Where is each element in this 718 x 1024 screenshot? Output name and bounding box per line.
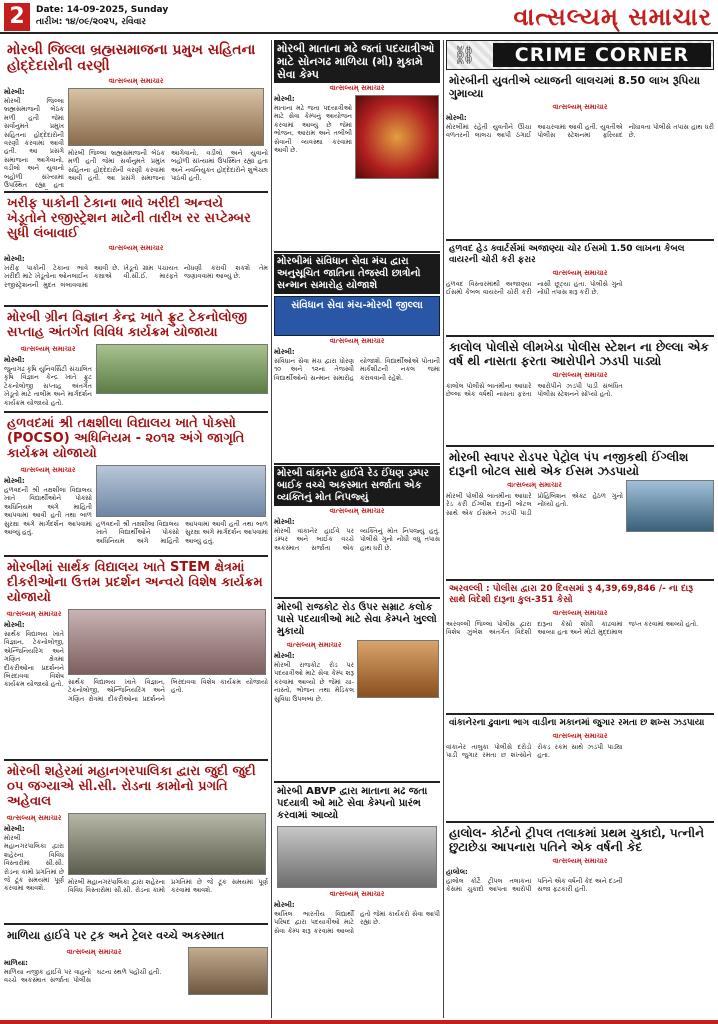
- story-dateline: હાલોલ:: [446, 868, 468, 876]
- story-dateline: મોરબી:: [4, 255, 25, 263]
- story-dateline: મોરબી:: [4, 88, 25, 96]
- story-headline: ખરીફ પાકોની ટેકાના ભાવે ખરીદી અન્વયે ખેડૂતોને રજીસ્ટ્રેશન માટેની તારીખ રર સપ્ટેમ્બર સુધી લંબાવાઈ: [7, 196, 251, 241]
- story-byline: વાત્સલ્યમ્ સમાચાર: [329, 84, 385, 92]
- story-body: ખરીફ પાકોની ટેકાના ભાવે ખરીદી માટે ખેડૂતોના ઓનલાઈન રજીસ્ટ્રેશનની મુદત લંબાવવામાં આવી છે. ખેડૂતો ગ્રામ પંચાયત કક્ષાએ વી.સી.ઈ. મારફતે નોંધણી કરાવી શકશે તેમ જણાવવામાં આવ્યું છે.: [4, 264, 268, 289]
- page-number: 2: [4, 3, 30, 31]
- crime-corner-banner: [446, 40, 714, 70]
- story-byline: વાત્સલ્યમ્ સમાચાર: [20, 345, 76, 353]
- story-fruit-technology: [4, 308, 268, 410]
- story-dateline: માળિયા:: [4, 959, 28, 967]
- divider: [274, 463, 440, 465]
- story-body: મોરબીમાં રહેતી યુવતીને ઊંચા વળતરની લાલચ આપી ઠગાઈ આચરવામાં આવી હતી. યુવતીએ પોલીસ સ્ટેશનમાં ફરિયાદ નોંધાવતા પોલીસે તપાસ હાથ ધરી છે.: [446, 123, 714, 140]
- event-banner: સંવિધાન સેવા મંચ-મોરબી જીલ્લા: [274, 296, 440, 336]
- story-headline: મોરબી જિલ્લા બ્રહ્મસમાજના પ્રમુખ સહિતના હોદ્દેદારોની વરણી: [7, 42, 256, 74]
- story-brahmsamaj: [4, 40, 268, 190]
- story-headline: હળવદમાં શ્રી તક્ષશીલા વિદ્યાલય ખાતે પોક્સો (POCSO) અધિનિયમ - ૨૦૧૨ અંગે જાગૃતિ કાર્યક્રમ યોજાયો: [7, 416, 245, 461]
- story-headline: મોરબી વાંકાનેર હાઈવે રેડ ઈંધણ ડમ્પર બાઈક વચ્ચે અકસ્માત સર્જાતા એક વ્યક્તિનું મોત નિપજ્યું: [274, 466, 440, 506]
- footer-rule: [0, 1020, 718, 1024]
- story-headline: મોરબીમાં સાર્થક વિદ્યાલય ખાતે STEM ક્ષેત્રમાં દીકરીઓના ઉત્તમ પ્રદર્શન અન્વયે વિશેષ કાર્યક્રમ યોજાયો: [7, 560, 263, 605]
- story-wankaner-accident: [274, 466, 440, 596]
- story-photo: [626, 480, 714, 532]
- story-headline: અરવલ્લી : પોલીસ દ્વારા 20 દિવસમાં રૂ 4,39,69,846 /- ના દારૂ સાથે વિદેશી દારૂના કુલ-351 કેસો: [449, 584, 694, 605]
- story-stem-girls: [4, 558, 268, 758]
- story-body: મોરબી મહાનગરપાલિકા દ્વારા શહેરના વિવિધ વિસ્તારોમાં સી.સી. રોડના કામો પ્રગતિમાં છે જે ટૂંક સમયમાં પૂર્ણ કરવામાં આવશે.: [4, 834, 64, 893]
- story-padyatri-songadh: [274, 40, 440, 250]
- divider: [446, 239, 714, 241]
- story-body: હળવદ વિસ્તારમાંથી અજાણ્યા ઈસમો કેબલ વાયરની ચોરી કરી નાસી છૂટ્યા હતા. પોલીસે ગુનો નોંધી તપાસ શરૂ કરી છે.: [446, 280, 623, 297]
- story-cc-road: [4, 762, 268, 922]
- story-headline: મોરબી માતાના મઢે જતાં પદયાત્રીઓ માટે સોનગઢ માળિયા (મી) મુકામે સેવા કેમ્પ: [274, 40, 440, 83]
- story-maliya-accident: [4, 926, 268, 1018]
- story-headline: મોરબી શહેરમાં મહાનગરપાલિકા દ્વારા જુદી જુદી ૦૫ જગ્યાએ સી.સી. રોડના કામોનો પ્રગતિ અહેવાલ: [7, 764, 256, 809]
- story-byline: વાત્સલ્યમ્ સમાચાર: [108, 244, 164, 252]
- divider: [446, 335, 714, 337]
- story-dateline: મોરબી:: [4, 477, 25, 485]
- story-wankaner-gambling: [446, 716, 714, 820]
- divider: [4, 759, 268, 761]
- story-dateline: મોરબી:: [446, 114, 467, 122]
- story-body: અખિલ ભારતીય વિદ્યાર્થી પરિષદ દ્વારા પદયાત્રીઓ માટે સેવા કેમ્પ શરૂ કરવામાં આવ્યો હતો જેમાં કાર્યકરો સેવા આપી રહ્યા છે.: [274, 910, 440, 935]
- divider: [446, 579, 714, 581]
- story-byline: વાત્સલ્યમ્ સમાચાર: [507, 481, 562, 489]
- divider: [446, 445, 714, 447]
- story-dateline: મોરબી:: [274, 95, 295, 103]
- story-photo-deity: [355, 95, 439, 179]
- story-headline: હાલોલ- કોર્ટનો ટ્રીપલ તલાકમાં પ્રથમ ચુકાદો, પત્નીને છુટાછેડા આપનારા પતિને એક વર્ષની કેદ: [449, 826, 705, 854]
- story-abvp-camp: [274, 784, 440, 1018]
- story-byline: વાત્સલ્યમ્ સમાચાર: [552, 269, 608, 277]
- divider: [4, 555, 268, 557]
- story-samrat-clock-camp: [274, 600, 440, 780]
- story-body: અરવલ્લી જિલ્લા પોલીસ દ્વારા વિશેષ ઝુંબેશ અંતર્ગત વિદેશી દારૂના કેસો શોધી કાઢવામાં આવ્યા હતા અને મોટો મુદ્દામાલ જપ્ત કરવામાં આવ્યો હતો.: [446, 620, 699, 637]
- story-dateline: મોરબી:: [4, 356, 25, 364]
- story-body: સાર્થક વિદ્યાલય ખાતે વિજ્ઞાન, ટેકનોલોજી, એન્જિનિયરિંગ અને ગણિત ક્ષેત્રમાં દીકરીઓના પ્રદર્શનને બિરદાવવા વિશેષ કાર્યક્રમ યોજાયો હતો.: [4, 630, 64, 689]
- story-body: હળવદની શ્રી તક્ષશીલા વિદ્યાલય ખાતે વિદ્યાર્થીઓને પોક્સો અધિનિયમ અંગે માહિતી આપવામાં આવી હતી તથા બાળ સુરક્ષા અંગે માર્ગદર્શન આપવામાં આવ્યું હતું.: [4, 486, 92, 537]
- story-byline: વાત્સલ્યમ્ સમાચાર: [552, 857, 608, 865]
- story-headline: મોરબી સ્વાપર રોડપર પેટ્રોલ પંપ નજીકથી ઈંગ્લીશ દારૂની બોટલ સાથે એક ઈસમ ઝડપાયો: [449, 450, 689, 478]
- story-body: માતાના મઢે જતા પદયાત્રીઓ માટે સેવા કેમ્પનું આયોજન કરવામાં આવ્યું છે જેમાં ભોજન, આરામ અને તબીબી સેવાની વ્યવસ્થા કરવામાં આવી છે.: [274, 104, 352, 155]
- story-byline: વાત્સલ્યમ્ સમાચાર: [6, 610, 62, 618]
- date-line: [36, 4, 168, 28]
- story-headline: કાલોલ પોલીસે લીમખેડા પોલીસ સ્ટેશન ના છેલ્લા એક વર્ષ થી નાસતા ફરતા આરોપીને ઝડપી પાડ્યો: [449, 340, 709, 368]
- newspaper-brand: વાત્સલ્યમ્ સમાચાર: [513, 2, 712, 31]
- story-body: જુનાગઢ કૃષિ યુનિવર્સિટી સંચાલિત કૃષિ વિજ્ઞાન કેન્દ્ર ખાતે ફ્રુટ ટેકનોલોજી સપ્તાહ અંતર્ગત ખેડૂતો માટે તાલીમ અને માર્ગદર્શન કાર્યક્રમ યોજાયો હતો.: [4, 365, 92, 407]
- divider: [446, 821, 714, 823]
- story-byline: વાત્સલ્યમ્ સમાચાર: [552, 103, 608, 111]
- date-gujarati: તારીખ: ૧૪/૦૯/૨૦૨૫, રવિવાર: [36, 17, 147, 27]
- story-headline: મોરબી ABVP દ્વારા માતાના મઢ જતા પદયાત્રી ઓ માટે સેવા કેમ્પનો પ્રારંભ કરવામાં આવ્યો: [277, 786, 428, 821]
- story-photo: [96, 465, 266, 517]
- story-photo: [68, 609, 266, 675]
- divider: [274, 251, 440, 253]
- story-interest-fraud: [446, 72, 714, 238]
- story-headline: માળિયા હાઈવે પર ટ્રક અને ટ્રેલર વચ્ચે અકસ્માત: [7, 929, 225, 942]
- story-dateline: મોરબી:: [274, 518, 295, 526]
- column-divider: [443, 40, 444, 1018]
- story-body: સંવિધાન સેવા મંચ દ્વારા ધોરણ ૧૦ અને ૧૨ના તેજસ્વી વિદ્યાર્થીઓનો સન્માન સમારોહ યોજાશે. વિદ્યાર્થીઓએ પોતાની માર્કશીટની નકલ જમા કરાવવાની રહેશે.: [274, 357, 440, 382]
- story-photo: [277, 826, 437, 888]
- story-dateline: મોરબી:: [274, 348, 295, 356]
- divider: [4, 191, 268, 193]
- story-byline: વાત્સલ્યમ્ સમાચાર: [108, 77, 164, 85]
- story-headline: હળવદ હેડ ક્વાર્ટર્સમાં અજાણ્યા ચોર ઈસમો 1.50 લાખના કેબલ વાયરની ચોરી કરી ફરાર: [449, 244, 685, 265]
- story-kalol-absconder: [446, 338, 714, 444]
- story-photo: [357, 640, 439, 698]
- story-liquor-seizure: [446, 448, 714, 578]
- divider: [274, 781, 440, 783]
- story-dateline: મોરબી:: [4, 621, 25, 629]
- story-headline: મોરબી રાજકોટ રોડ ઉપર સમ્રાટ કલોક પાસે પદયાત્રીઓ માટે સેવા કેમ્પને ખુલ્લો મુકાયો: [277, 602, 437, 637]
- story-headline: મોરબીમાં સંવિધાન સેવા મંચ દ્વારા અનુસૂચિત જાતિના તેજસ્વી છાત્રોનો સન્માન સમારોહ યોજાશે: [274, 254, 440, 294]
- masthead: [0, 0, 718, 34]
- story-body: મોરબી રાજકોટ રોડ પર પદયાત્રીઓ માટે સેવા કેમ્પ શરૂ કરવામાં આવ્યો છે જેમાં ચા-નાસ્તો, ભોજન તથા મેડિકલ સુવિધા ઉપલબ્ધ છે.: [274, 661, 354, 703]
- story-photo: [68, 88, 264, 146]
- story-byline: વાત્સલ્યમ્ સમાચાર: [329, 507, 385, 515]
- story-triple-talaq-verdict: [446, 824, 714, 1018]
- story-body: હાલોલ કોર્ટે ટ્રીપલ તલાકના કેસમાં ચુકાદો આપતા આરોપી પતિને એક વર્ષની કેદ અને દંડની સજા ફટકારી હતી.: [446, 877, 623, 894]
- divider: [446, 713, 714, 715]
- story-samvidhan-seva-manch: [274, 254, 440, 462]
- story-dateline: મોરબી:: [274, 652, 295, 660]
- story-photo: [96, 344, 268, 394]
- story-halvad-cable-theft: [446, 242, 714, 334]
- story-body: વાંકાનેર તાલુકા પોલીસે દરોડો પાડી જુગાર રમતા છ શખ્સોને રોકડ રકમ સાથે ઝડપી પાડ્યા હતા.: [446, 743, 623, 760]
- story-byline: વાત્સલ્યમ્ સમાચાર: [6, 814, 62, 822]
- story-byline: વાત્સલ્યમ્ સમાચાર: [329, 890, 385, 898]
- story-byline: વાત્સલ્યમ્ સમાચાર: [552, 732, 608, 740]
- handcuffs-icon: ⛓: [453, 45, 476, 66]
- story-body-continued: હળવદની શ્રી તક્ષશીલા વિદ્યાલય ખાતે વિદ્યાર્થીઓને પોક્સો અધિનિયમ અંગે માહિતી આપવામાં આવી હતી તથા બાળ સુરક્ષા અંગે માર્ગદર્શન આપવામાં આવ્યું હતું.: [96, 520, 268, 545]
- story-byline: વાત્સલ્યમ્ સમાચાર: [329, 337, 385, 345]
- divider: [4, 305, 268, 307]
- story-body-continued: મોરબી જિલ્લા બ્રહ્મસમાજની બેઠક મળી હતી જેમાં સર્વાનુમતે પ્રમુખ સહિતના હોદ્દેદારોની વરણી કરવામાં આવી હતી. આ પ્રસંગે સમાજના આગેવાનો, વડીલો અને યુવાનો બહોળી સંખ્યામાં ઉપસ્થિત રહ્યા હતા અને નવનિયુક્ત હોદ્દેદારોને શુભેચ્છા પાઠવી હતી.: [68, 149, 268, 183]
- crime-corner-label: CRIME CORNER: [493, 43, 711, 67]
- story-headline: મોરબી ગ્રીન વિજ્ઞાન કેન્દ્ર ખાતે ફ્રુટ ટેકનોલોજી સપ્તાહ અંતર્ગત વિવિધ કાર્યક્રમ યોજાયા: [7, 310, 248, 340]
- column-divider: [271, 40, 272, 1018]
- story-body: મોરબી વાંકાનેર હાઈવે પર ડમ્પર અને બાઈક વચ્ચે અકસ્માત સર્જાતા એક વ્યક્તિનું મોત નિપજ્યું હતું. પોલીસે ગુનો નોંધી વધુ તપાસ હાથ ધરી છે.: [274, 527, 440, 552]
- story-pocso-awareness: [4, 414, 268, 554]
- story-headline: મોરબીની યુવતીએ વ્યાજની લાલચમાં 8.50 લાખ રૂપિયા ગુમાવ્યા: [449, 74, 701, 100]
- divider: [274, 597, 440, 599]
- story-headline: વાંકાનેરના ઢુવાના ભાગ વાડીના મકાનમાં જુગાર રમતા છ શખ્સ ઝડપાયા: [449, 718, 705, 728]
- story-byline: વાત્સલ્યમ્ સમાચાર: [20, 466, 76, 474]
- date-english: Date: 14-09-2025, Sunday: [36, 5, 169, 15]
- divider: [4, 411, 268, 413]
- story-dateline: મોરબી:: [274, 901, 295, 909]
- story-body: મોરબી જિલ્લા બ્રહ્મસમાજની બેઠક મળી હતી જેમાં સર્વાનુમતે પ્રમુખ સહિતના હોદ્દેદારોની વરણી કરવામાં આવી હતી. આ પ્રસંગે સમાજના આગેવાનો, વડીલો અને યુવાનો બહોળી સંખ્યામાં ઉપસ્થિત રહ્યા હતા: [4, 97, 64, 190]
- story-photo: [188, 947, 268, 995]
- story-kharif-registration: [4, 194, 268, 304]
- story-dateline: મોરબી:: [4, 825, 25, 833]
- story-body: મોરબી પોલીસે બાતમીના આધારે રેડ કરી ઈંગ્લીશ દારૂની બોટલ સાથે એક ઈસમને ઝડપી પાડી પ્રોહિબિશન એક્ટ હેઠળ ગુનો નોંધ્યો હતો.: [446, 492, 623, 517]
- divider: [4, 923, 268, 925]
- story-aravalli-cases: [446, 582, 714, 712]
- story-byline: વાત્સલ્યમ્ સમાચાર: [286, 641, 342, 649]
- story-body-continued: મોરબી મહાનગરપાલિકા દ્વારા શહેરના વિવિધ વિસ્તારોમાં સી.સી. રોડના કામો પ્રગતિમાં છે જે ટૂંક સમયમાં પૂર્ણ કરવામાં આવશે.: [68, 878, 268, 895]
- story-body: કાલોલ પોલીસે બાતમીના આધારે છેલ્લા એક વર્ષથી નાસતા ફરતા આરોપીને ઝડપી પાડી સંબંધિત પોલીસ સ્ટેશનને સોંપ્યો હતો.: [446, 382, 623, 399]
- story-byline: વાત્સલ્યમ્ સમાચાર: [552, 371, 608, 379]
- story-photo: [68, 813, 266, 875]
- story-body: માળિયા નજીક હાઈવે પર વાહનો વચ્ચે અકસ્માત સર્જાતા પોલીસ ઘટના સ્થળે પહોંચી હતી.: [4, 968, 162, 985]
- story-body-continued: સાર્થક વિદ્યાલય ખાતે વિજ્ઞાન, ટેકનોલોજી, એન્જિનિયરિંગ અને ગણિત ક્ષેત્રમાં દીકરીઓના પ્રદર્શનને બિરદાવવા વિશેષ કાર્યક્રમ યોજાયો હતો.: [68, 678, 268, 703]
- story-byline: વાત્સલ્યમ્ સમાચાર: [66, 948, 122, 956]
- story-byline: વાત્સલ્યમ્ સમાચાર: [552, 609, 608, 617]
